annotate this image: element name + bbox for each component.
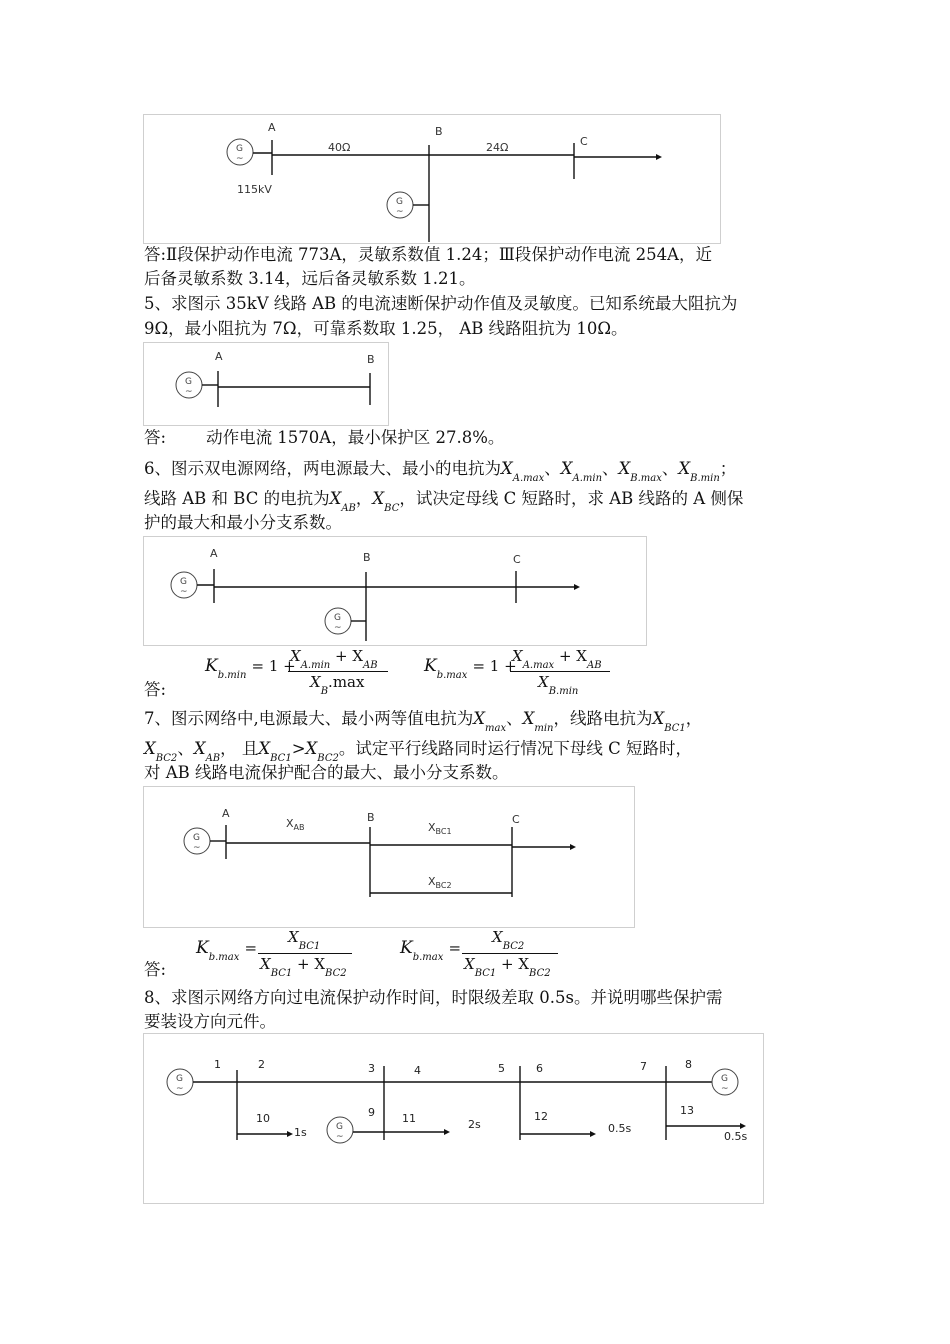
answer-6-min-denominator: $X_B.\max$	[310, 673, 365, 697]
relay-11: 11	[402, 1112, 416, 1125]
answer-7-f2-numerator: $X_{BC2}$	[492, 928, 525, 952]
answer-7-f1-bar	[258, 953, 352, 954]
figure-2-network	[143, 342, 389, 426]
question-5-line-2: 9Ω，最小阻抗为 7Ω，可靠系数取 1.25， AB 线路阻抗为 10Ω。	[144, 319, 628, 338]
svg-text:~: ~	[185, 387, 193, 397]
node-b-label: B	[435, 125, 443, 138]
question-6-line-3: 护的最大和最小分支系数。	[144, 513, 342, 532]
node-a-label: A	[268, 121, 276, 134]
relay-9: 9	[368, 1106, 375, 1119]
question-6-line-1: 6、图示双电源网络，两电源最大、最小的电抗为$X_{A.max}$、$X_{A.min}$、$X_{B.max}$、$X_{B.min}$；	[144, 459, 737, 484]
question-7-line-3: 对 AB 线路电流保护配合的最大、最小分支系数。	[144, 763, 509, 782]
figure-4-diagram	[144, 787, 634, 927]
line-bc2-reactance: $X_{BC2}$	[428, 875, 452, 890]
svg-text:G: G	[185, 377, 192, 387]
question-8-line-1: 8、求图示网络方向过电流保护动作时间，时限级差取 0.5s。并说明哪些保护需	[144, 988, 723, 1007]
node-b-label: B	[363, 551, 371, 564]
relay-10: 10	[256, 1112, 270, 1125]
generator-label: G	[236, 144, 243, 154]
answer-6-max-fraction-bar	[510, 671, 610, 672]
answer-7-f2-denominator: $X_{BC1} + X_{BC2}$	[464, 955, 551, 979]
svg-text:~: ~	[193, 843, 201, 853]
answer-7-formula-2: $K_{b.max}$ =	[400, 938, 462, 963]
line-bc-impedance: 24Ω	[486, 141, 509, 154]
svg-text:G: G	[721, 1074, 728, 1084]
node-a-label: A	[215, 350, 223, 363]
relay-4: 4	[414, 1064, 421, 1077]
answer-4-line-2: 后备灵敏系数 3.14，远后备灵敏系数 1.21。	[144, 269, 476, 288]
answer-7-f1-denominator: $X_{BC1} + X_{BC2}$	[260, 955, 347, 979]
relay-2: 2	[258, 1058, 265, 1071]
line-bc1-reactance: $X_{BC1}$	[428, 821, 452, 836]
relay-7: 7	[640, 1060, 647, 1073]
relay-12-time: 0.5s	[608, 1122, 632, 1135]
svg-text:G: G	[334, 613, 341, 623]
relay-1: 1	[214, 1058, 221, 1071]
node-b-label: B	[367, 353, 375, 366]
figure-3-diagram	[144, 537, 646, 645]
svg-text:G: G	[176, 1074, 183, 1084]
svg-text:~: ~	[334, 623, 342, 633]
answer-6-min-numerator: $X_{A.min} + X_{AB}$	[290, 647, 378, 671]
line-ab-reactance: $X_{AB}$	[286, 817, 305, 832]
answer-7-f1-numerator: $X_{BC1}$	[288, 928, 321, 952]
node-c-label: C	[513, 553, 521, 566]
answer-5: 答: 动作电流 1570Α，最小保护区 27.8%。	[144, 428, 505, 447]
relay-11-time: 2s	[468, 1118, 481, 1131]
answer-6-max-numerator: $X_{A.max} + X_{AB}$	[512, 647, 602, 671]
answer-6-max-denominator: $X_{B.min}$	[538, 673, 579, 697]
node-a-label: A	[222, 807, 230, 820]
node-c-label: C	[512, 813, 520, 826]
svg-text:G: G	[193, 833, 200, 843]
answer-7-formula-1: $K_{b.max}$ =	[196, 938, 258, 963]
svg-text:G: G	[396, 197, 403, 207]
svg-text:~: ~	[336, 1132, 344, 1142]
question-7-line-1: 7、图示网络中,电源最大、最小两等值电抗为$X_{max}$、$X_{min}$，线路电抗为$X_{BC1}$，	[144, 709, 703, 734]
svg-text:~: ~	[176, 1084, 184, 1094]
voltage-label: 115kV	[237, 183, 272, 196]
answer-7-prefix: 答:	[144, 960, 167, 979]
answer-6-formula-min: $K_{b.min} = 1$ +	[205, 656, 296, 681]
svg-text:G: G	[180, 577, 187, 587]
svg-text:~: ~	[721, 1084, 729, 1094]
figure-5-diagram	[144, 1034, 763, 1203]
relay-13: 13	[680, 1104, 694, 1117]
question-7-line-2: $X_{BC2}$、$X_{AB}$， 且$X_{BC1}>X_{BC2}$。试定平行线路同时运行情况下母线 C 短路时，	[144, 739, 692, 764]
answer-4-line-1: 答:Ⅱ段保护动作电流 773Α，灵敏系数值 1.24；Ⅲ段保护动作电流 254Α，近	[144, 245, 712, 264]
relay-8: 8	[685, 1058, 692, 1071]
relay-10-time: 1s	[294, 1126, 307, 1139]
question-6-line-2: 线路 AB 和 BC 的电抗为$X_{AB}$，$X_{BC}$，试决定母线 C 短路时，求 AB 线路的 A 侧保	[144, 489, 744, 514]
relay-12: 12	[534, 1110, 548, 1123]
figure-1-diagram	[144, 115, 720, 243]
generator-tilde: ~	[236, 154, 244, 164]
answer-6-formula-max: $K_{b.max} = 1$ +	[424, 656, 517, 681]
question-8-line-2: 要装设方向元件。	[144, 1012, 276, 1031]
figure-2-diagram	[144, 343, 388, 425]
answer-6-min-fraction-bar	[288, 671, 388, 672]
answer-6-prefix: 答:	[144, 680, 167, 699]
relay-13-time: 0.5s	[724, 1130, 748, 1143]
figure-4-network	[143, 786, 635, 928]
node-c-label: C	[580, 135, 588, 148]
question-5-line-1: 5、求图示 35kV 线路 AB 的电流速断保护动作值及灵敏度。已知系统最大阻抗为	[144, 294, 738, 313]
svg-text:G: G	[336, 1122, 343, 1132]
relay-3: 3	[368, 1062, 375, 1075]
node-b-label: B	[367, 811, 375, 824]
relay-6: 6	[536, 1062, 543, 1075]
svg-text:~: ~	[396, 207, 404, 217]
svg-text:~: ~	[180, 587, 188, 597]
answer-7-f2-bar	[462, 953, 558, 954]
node-a-label: A	[210, 547, 218, 560]
figure-3-network	[143, 536, 647, 646]
figure-1-network	[143, 114, 721, 244]
figure-5-network	[143, 1033, 764, 1204]
relay-5: 5	[498, 1062, 505, 1075]
line-ab-impedance: 40Ω	[328, 141, 351, 154]
